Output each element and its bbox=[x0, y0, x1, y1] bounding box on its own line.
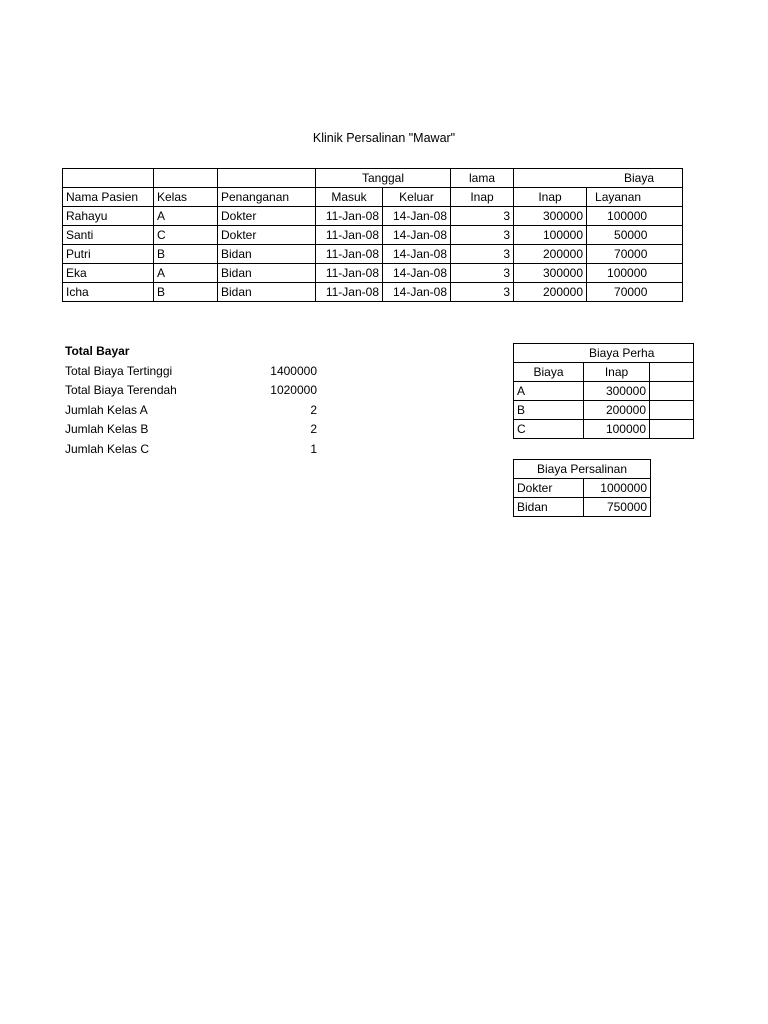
col-header-layanan: Layanan bbox=[587, 188, 683, 207]
cell-penanganan: Bidan bbox=[218, 245, 316, 264]
cell bbox=[154, 169, 218, 188]
col-header-lama-inap: Inap bbox=[451, 188, 514, 207]
cell-keluar: 14-Jan-08 bbox=[383, 283, 451, 302]
col-header-biaya-inap: Inap bbox=[514, 188, 587, 207]
col-header-nama: Nama Pasien bbox=[63, 188, 154, 207]
summary-label: Total Biaya Terendah bbox=[65, 383, 177, 397]
ref-cell-inap: 300000 bbox=[584, 382, 650, 401]
table-row bbox=[63, 283, 683, 302]
cell-keluar: 14-Jan-08 bbox=[383, 226, 451, 245]
ref-table-title: Biaya Perha bbox=[514, 344, 694, 363]
header-biaya: Biaya bbox=[514, 169, 683, 188]
group-header-row bbox=[63, 169, 683, 188]
persalinan-cell-type: Dokter bbox=[514, 479, 584, 498]
table-row bbox=[63, 245, 683, 264]
cell-nama: Putri bbox=[63, 245, 154, 264]
cell-penanganan: Bidan bbox=[218, 283, 316, 302]
persalinan-table bbox=[513, 459, 651, 517]
cell-nama: Icha bbox=[63, 283, 154, 302]
summary-value: 1400000 bbox=[270, 363, 317, 378]
cell-masuk: 11-Jan-08 bbox=[316, 283, 383, 302]
ref-cell-kelas: A bbox=[514, 382, 584, 401]
cell bbox=[650, 420, 694, 439]
summary-label: Jumlah Kelas A bbox=[65, 402, 148, 417]
cell-penanganan: Dokter bbox=[218, 226, 316, 245]
cell-kelas: A bbox=[154, 207, 218, 226]
cell-lama: 3 bbox=[451, 207, 514, 226]
ref-table-wrapper bbox=[513, 343, 655, 443]
cell-biaya-inap: 300000 bbox=[514, 264, 587, 283]
cell-biaya-layanan: 70000 bbox=[587, 283, 683, 302]
header-tanggal: Tanggal bbox=[316, 169, 451, 188]
cell-biaya-layanan: 70000 bbox=[587, 245, 683, 264]
cell-penanganan: Bidan bbox=[218, 264, 316, 283]
ref-table bbox=[513, 343, 694, 439]
cell-kelas: B bbox=[154, 283, 218, 302]
cell-nama: Eka bbox=[63, 264, 154, 283]
cell-biaya-inap: 300000 bbox=[514, 207, 587, 226]
cell-kelas: C bbox=[154, 226, 218, 245]
column-header-row bbox=[63, 188, 683, 207]
cell bbox=[650, 382, 694, 401]
persalinan-title: Biaya Persalinan bbox=[514, 460, 651, 479]
cell-kelas: B bbox=[154, 245, 218, 264]
cell-masuk: 11-Jan-08 bbox=[316, 207, 383, 226]
cell-kelas: A bbox=[154, 264, 218, 283]
cell-lama: 3 bbox=[451, 264, 514, 283]
cell-keluar: 14-Jan-08 bbox=[383, 207, 451, 226]
ref-col-biaya: Biaya bbox=[514, 363, 584, 382]
cell bbox=[218, 169, 316, 188]
summary-value: 2 bbox=[310, 402, 317, 417]
cell-lama: 3 bbox=[451, 245, 514, 264]
cell-biaya-layanan: 100000 bbox=[587, 207, 683, 226]
cell-biaya-layanan: 100000 bbox=[587, 264, 683, 283]
cell-biaya-inap: 200000 bbox=[514, 245, 587, 264]
cell-masuk: 11-Jan-08 bbox=[316, 226, 383, 245]
col-header-kelas: Kelas bbox=[154, 188, 218, 207]
ref-cell-kelas: B bbox=[514, 401, 584, 420]
cell-keluar: 14-Jan-08 bbox=[383, 245, 451, 264]
cell-nama: Rahayu bbox=[63, 207, 154, 226]
cell-lama: 3 bbox=[451, 283, 514, 302]
col-header-penanganan: Penanganan bbox=[218, 188, 316, 207]
header-lama: lama bbox=[451, 169, 514, 188]
main-table-wrapper bbox=[62, 168, 655, 306]
cell-nama: Santi bbox=[63, 226, 154, 245]
cell-keluar: 14-Jan-08 bbox=[383, 264, 451, 283]
table-row bbox=[63, 226, 683, 245]
col-header-keluar: Keluar bbox=[383, 188, 451, 207]
cell-biaya-inap: 200000 bbox=[514, 283, 587, 302]
cell-masuk: 11-Jan-08 bbox=[316, 245, 383, 264]
summary-label: Jumlah Kelas C bbox=[65, 441, 150, 456]
cell-biaya-inap: 100000 bbox=[514, 226, 587, 245]
ref-col-inap: Inap bbox=[584, 363, 650, 382]
summary-block bbox=[63, 342, 319, 459]
summary-value: 1 bbox=[310, 441, 317, 456]
summary-value: 2 bbox=[310, 422, 317, 436]
page-title: Klinik Persalinan "Mawar" bbox=[312, 131, 456, 145]
summary-label: Total Biaya Tertinggi bbox=[65, 363, 173, 378]
main-table bbox=[62, 168, 683, 302]
cell-lama: 3 bbox=[451, 226, 514, 245]
ref-cell-kelas: C bbox=[514, 420, 584, 439]
persalinan-cell-cost: 1000000 bbox=[584, 479, 651, 498]
cell-biaya-layanan: 50000 bbox=[587, 226, 683, 245]
summary-heading: Total Bayar bbox=[65, 344, 130, 358]
summary-value: 1020000 bbox=[270, 383, 317, 397]
cell bbox=[63, 169, 154, 188]
cell bbox=[650, 401, 694, 420]
table-row bbox=[63, 207, 683, 226]
col-header-masuk: Masuk bbox=[316, 188, 383, 207]
persalinan-cell-cost: 750000 bbox=[584, 498, 651, 517]
table-row bbox=[63, 264, 683, 283]
cell-penanganan: Dokter bbox=[218, 207, 316, 226]
cell-masuk: 11-Jan-08 bbox=[316, 264, 383, 283]
persalinan-cell-type: Bidan bbox=[514, 498, 584, 517]
summary-label: Jumlah Kelas B bbox=[65, 422, 149, 436]
ref-cell-inap: 100000 bbox=[584, 420, 650, 439]
ref-cell-inap: 200000 bbox=[584, 401, 650, 420]
cell bbox=[650, 363, 694, 382]
